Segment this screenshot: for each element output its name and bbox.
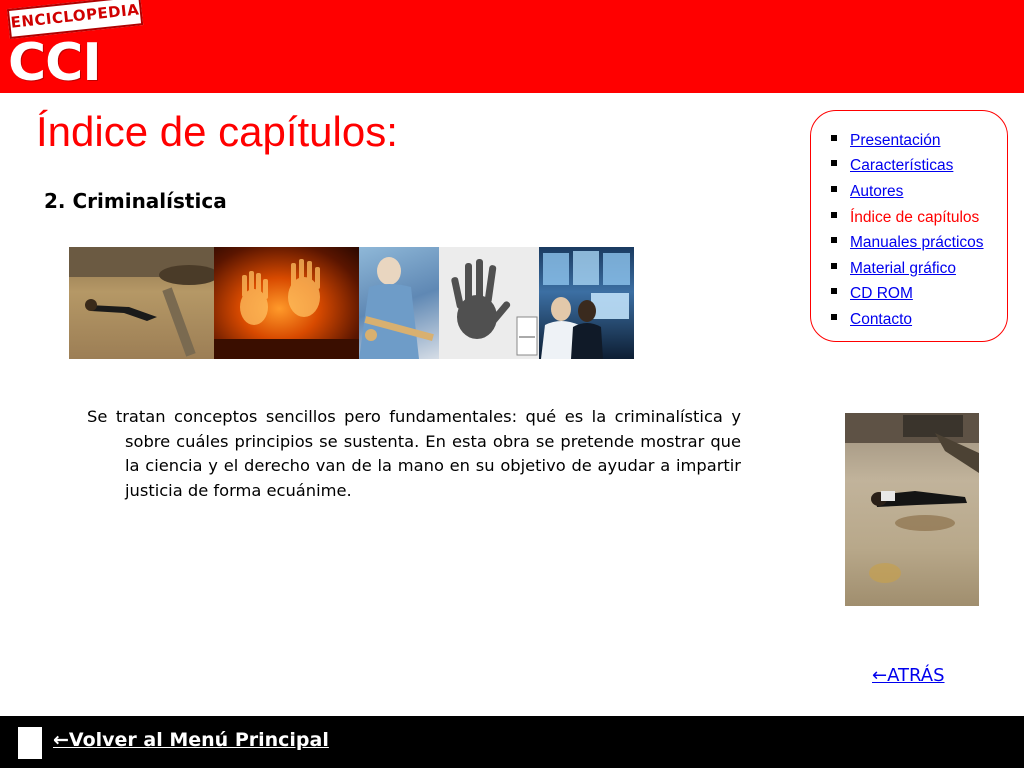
footer-bar (0, 716, 1024, 768)
bullet-icon (831, 263, 837, 269)
main-menu-link[interactable]: ←Volver al Menú Principal (53, 729, 329, 751)
chapter-description: Se tratan conceptos sencillos pero fundamentales: qué es la criminalística y sobre cuáles principios se sustenta. En esta obra se pretende mostrar que la ciencia y el derecho van de la mano en su objetivo de ayudar a impartir justicia de forma ecuánime. (87, 407, 741, 500)
nav-link-presentacion[interactable]: Presentación (850, 131, 941, 149)
page-title: Índice de capítulos: (36, 108, 398, 155)
nav-link-material[interactable]: Material gráfico (850, 259, 956, 277)
nav-link-contacto[interactable]: Contacto (850, 310, 913, 328)
footer-square-icon (18, 727, 42, 759)
bullet-icon (831, 135, 837, 141)
handprint-scan-photo (439, 247, 539, 359)
nav-item-material[interactable] (831, 256, 984, 282)
logo-main-text: CCI (8, 33, 101, 93)
xray-analysis-photo (539, 247, 634, 359)
logo-banner-text: ENCICLOPEDIA (9, 0, 141, 32)
bullet-icon (831, 288, 837, 294)
bullet-icon (831, 237, 837, 243)
chapter-nav-menu (810, 110, 1008, 342)
forensic-lab-photo (359, 247, 439, 359)
nav-item-autores[interactable] (831, 179, 984, 205)
handprints-fire-photo (214, 247, 359, 359)
nav-item-manuales[interactable] (831, 230, 984, 256)
nav-item-indice (831, 205, 984, 231)
bullet-icon (831, 186, 837, 192)
back-link[interactable]: ←ATRÁS (872, 665, 945, 686)
nav-item-contacto[interactable] (831, 307, 984, 333)
crime-scene-side-photo (845, 413, 979, 606)
bullet-icon (831, 314, 837, 320)
nav-link-caracteristicas[interactable]: Características (850, 157, 954, 175)
nav-link-cdrom[interactable]: CD ROM (850, 285, 913, 303)
nav-item-caracteristicas[interactable] (831, 154, 984, 180)
chapter-subtitle: 2. Criminalística (44, 189, 227, 213)
nav-link-autores[interactable]: Autores (850, 182, 904, 200)
enciclopedia-cci-logo[interactable] (6, 0, 146, 93)
nav-current-indice: Índice de capítulos (850, 208, 980, 226)
header-bar (0, 0, 1024, 93)
bullet-icon (831, 212, 837, 218)
nav-item-presentacion[interactable] (831, 128, 984, 154)
nav-item-cdrom[interactable] (831, 282, 984, 308)
bullet-icon (831, 160, 837, 166)
nav-link-manuales[interactable]: Manuales prácticos (850, 234, 984, 252)
crime-scene-photo (69, 247, 214, 359)
photo-collage-strip (69, 247, 634, 359)
